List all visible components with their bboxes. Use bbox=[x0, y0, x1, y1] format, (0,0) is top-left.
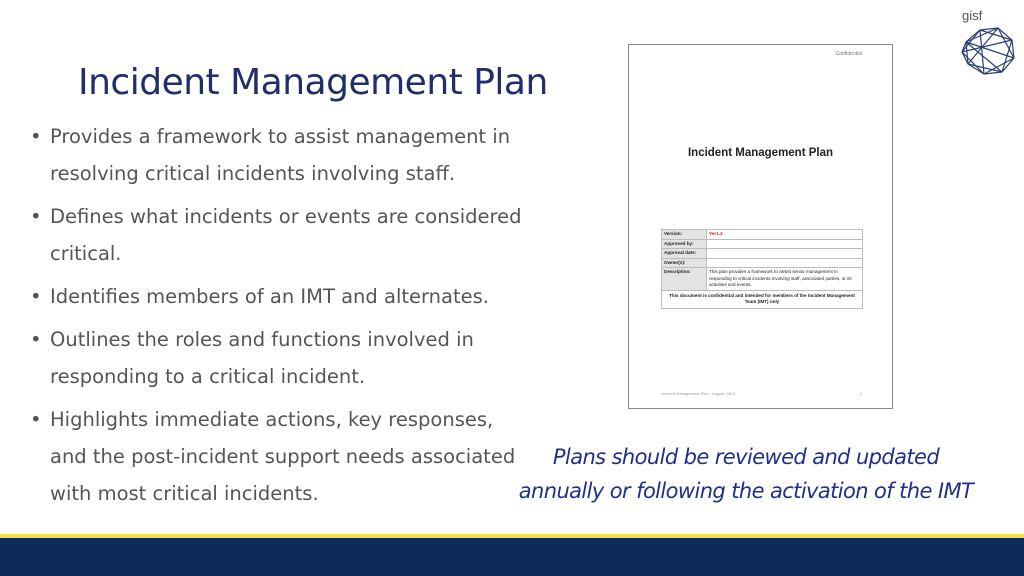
table-key: Approved by: bbox=[662, 239, 707, 249]
table-row bbox=[662, 249, 863, 259]
bullet-item: • Highlights immediate actions, key responses, and the post-incident support needs associated with most critical incidents. bbox=[30, 401, 530, 512]
table-row bbox=[662, 258, 863, 268]
document-footer: Incident Management Plan - August 20XX bbox=[661, 391, 736, 396]
callout-line: Plans should be reviewed and updated bbox=[552, 445, 940, 469]
table-row bbox=[662, 290, 863, 308]
review-callout bbox=[490, 440, 1002, 508]
document-thumbnail bbox=[628, 44, 893, 409]
logo-text: gisf bbox=[962, 8, 983, 23]
table-key: Approval date: bbox=[662, 249, 707, 259]
table-value bbox=[707, 239, 863, 249]
slide-title: Incident Management Plan bbox=[78, 62, 548, 103]
table-row bbox=[662, 268, 863, 291]
bullet-item: • Outlines the roles and functions involved in responding to a critical incident. bbox=[30, 321, 530, 395]
document-info-table bbox=[661, 229, 863, 309]
table-key: Description: bbox=[662, 268, 707, 291]
callout-line: annually or following the activation of the IMT bbox=[518, 479, 974, 503]
table-value: This plan provides a framework to assist senior management in responding to critical incidents involving staff, associated parties, or its activities and events. bbox=[707, 268, 863, 291]
table-value: Ver1.3 bbox=[707, 230, 863, 240]
bullet-item: • Identifies members of an IMT and alternates. bbox=[30, 278, 530, 315]
table-row bbox=[662, 230, 863, 240]
table-row bbox=[662, 239, 863, 249]
table-key: Version: bbox=[662, 230, 707, 240]
bullet-list bbox=[30, 118, 530, 518]
table-key: Owner(s): bbox=[662, 258, 707, 268]
gisf-logo-icon bbox=[958, 24, 1016, 78]
page-number: 1 bbox=[859, 391, 862, 396]
bullet-item: • Provides a framework to assist management in resolving critical incidents involving staff. bbox=[30, 118, 530, 192]
confidential-note: This document is confidential and intended for members of the Incident Management Team (IMT) only bbox=[662, 290, 863, 308]
bullet-item: • Defines what incidents or events are considered critical. bbox=[30, 198, 530, 272]
confidential-label: Confidential bbox=[835, 51, 862, 57]
footer-band bbox=[0, 538, 1024, 576]
table-value bbox=[707, 258, 863, 268]
table-value bbox=[707, 249, 863, 259]
document-title: Incident Management Plan bbox=[687, 147, 834, 159]
